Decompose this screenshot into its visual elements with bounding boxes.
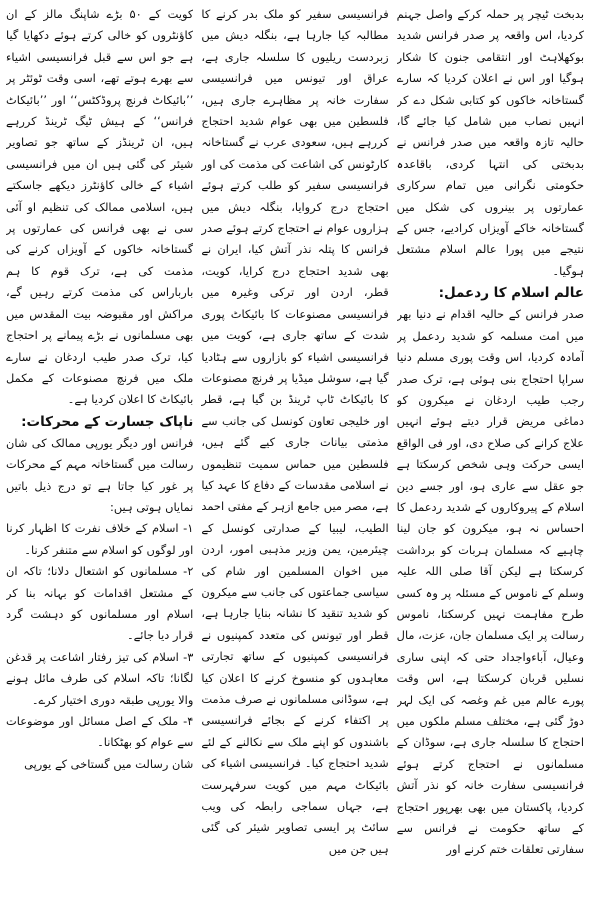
column-right (397, 4, 584, 916)
section-heading-reaction: عالم اسلام کا ردعمل: (438, 285, 584, 302)
section-heading-motives: ناپاک جسارت کے محرکات: (21, 413, 194, 430)
paragraph: شان رسالت میں گستاخی کے یورپی (24, 756, 194, 771)
list-item: ۱- اسلام کے خلاف نفرت کا اظہار کرنا اور لوگوں کو اسلام سے متنفر کرنا۔ (6, 521, 194, 557)
paragraph: صدر فرانس کے حالیہ اقدام نے دنیا بھر میں امت مسلمہ کو شدید ردعمل پر آمادہ کردیا، اس وقت پوری مسلم دنیا سراپا احتجاج بنی ہوئی ہے، ترک صدر رجب طیب اردغان نے میکرون کو دماغی مریض قرار دیتے ہوئے انہیں علاج کرانے کی صلاح دی، اور فی الواقع ایسی حرکت وہی شخص کرسکتا ہے جو عقل سے عاری ہو، اور جسے دین اسلام کے پیروکاروں کے شدید ردعمل کا احساس نہ ہو، میکرون کو جان لینا چاہیے کہ مسلمان ہربات کو برداشت کرسکتا ہے لیکن آقا صلی اللہ علیہ وسلم کے ناموس کے مسئلہ پر وہ کسی طرح مفاہمت نہیں کرسکتا، ناموس رسالت پر ایک مسلمان جان، عزت، مال وعیال، آباءواجداد حتی کہ اپنی ساری نسلیں قربان کرسکتا ہے، اس وقت پورے عالم میں غم وغصہ کی ایک لہر دوڑ گئی ہے، مختلف مسلم ملکوں میں احتجاج کا سلسلہ جاری ہے، سوڈان کے مسلمانوں نے احتجاج کرتے ہوئے فرانسیسی سفارت خانہ کو نذر آتش کردیا، پاکستان میں بھی بھرپور احتجاج کے ساتھ حکومت نے فرانس سے سفارتی تعلقات ختم کرنے اور (396, 307, 584, 857)
paragraph: فرانسیسی سفیر کو ملک بدر کرنے کا مطالبہ کیا جارہا ہے، بنگلہ دیش میں زبردست ریلیوں کا سلسلہ جاری ہے، عراق اور تیونس میں فرانسیسی سفارت خانہ پر مظاہرے جاری ہیں، فلسطین میں بھی عوام شدید احتجاج کررہے ہیں، سعودی عرب نے گستاخانہ کارٹونس کی اشاعت کی مذمت کی اور فرانسیسی سفیر کو طلب کرتے ہوئے احتجاج درج کروایا، بنگلہ دیش میں ہزاروں عوام نے احتجاج کرتے ہوئے صدر فرانس کا پتلہ نذر آتش کیا، ایران نے بھی شدید احتجاج درج کرایا، کویت، قطر، اردن اور ترکی وغیرہ میں فرانسیسی مصنوعات کا بائیکاٹ پوری شدت کے ساتھ جاری ہے، کویت میں فرانسیسی اشیاء کو بازاروں سے ہٹادیا گیا ہے، سوشل میڈیا پر فرنچ مصنوعات کا بائیکاٹ ٹاپ ٹرینڈ بن گیا ہے، قطر اور خلیجی تعاون کونسل کی جانب سے مذمتی بیانات جاری کیے گئے ہیں، فلسطین میں حماس سمیت تنظیموں نے اسلامی مقدسات کے دفاع کا عہد کیا ہے، مصر میں جامع ازہر کے مفتی احمد الطیب، لیبیا کے صدارتی کونسل کے چیئرمین، یمن وزیر مذہبی امور، اردن میں اخوان المسلمین اور شام کی سیاسی جماعتوں کی جانب سے میکرون کو شدید تنقید کا نشانہ بنایا جارہا ہے، قطر اور تیونس کی متعدد کمپنیوں نے فرانسیسی کمپنیوں کے ساتھ تجارتی معاہدوں کو منسوخ کرنے کا اعلان کیا ہے، سوڈانی مسلمانوں نے صرف مذمت پر اکتفاء کرنے کے بجائے فرانسیسی باشندوں کو اپنے ملک سے نکالنے کے لئے شدید احتجاج کیا۔ فرانسیسی اشیاء کی بائیکاٹ مہم میں کویت سرفہرست ہے، جہاں سماجی رابطہ کی ویب سائٹ پر ایسی تصاویر شیئر کی گئی ہیں جن میں (201, 7, 389, 856)
column-left (6, 4, 193, 916)
list-item: ۴- ملک کے اصل مسائل اور موضوعات سے عوام کو بھٹکانا۔ (6, 714, 194, 750)
paragraph: فرانس اور دیگر یورپی ممالک کی شان رسالت میں گستاخانہ مہم کے محرکات پر غور کیا جاتا ہے تو درج ذیل باتیں نمایاں ہوتی ہیں: (6, 435, 194, 514)
list-item: ۳- اسلام کی تیز رفتار اشاعت پر قدغن لگانا؛ تاکہ اسلام کی طرف مائل ہونے والا یورپی طبقہ دوری اختیار کرے۔ (6, 649, 194, 707)
paragraph: کویت کے ۵۰ بڑے شاپنگ مالز کے ان کاؤنٹروں کو خالی کرتے ہوئے دکھایا گیا ہے جو اس سے قبل فرانسیسی اشیاء سے بھرے ہوتے تھے، اسی وقت ٹوئٹر پر ’’بائیکاٹ فرنچ پروڈکٹس‘‘ اور ’’بائیکاٹ فرانس‘‘ کے ہیش ٹیگ ٹرینڈ کررہے ہیں، ان ٹرینڈز کے ساتھ جو تصاویر شیئر کی گئی ہیں ان میں فرانسیسی اشیاء کے خالی کاؤنٹرز دیکھے جاسکتے ہیں، اسلامی ممالک کی تنظیم او آئی سی نے بھی فرانس کی عمارتوں پر گستاخانہ خاکوں کے آویزاں کرنے کی مذمت کی ہے، ترک قوم کا ہم بارباراس کی مذمت کرتے رہیں گے، مراکش اور مقبوضہ بیت المقدس میں بھی مسلمانوں نے بڑے پیمانے پر احتجاج کیا، ترک صدر طیب اردغان نے سارے ملک میں فرنچ مصنوعات کے مکمل بائیکاٹ کا اعلان کردیا ہے۔ (6, 7, 194, 407)
column-middle (201, 4, 388, 916)
list-item: ۲- مسلمانوں کو اشتعال دلانا؛ تاکہ ان کے مشتعل اقدامات کو بہانہ بنا کر اسلام اور مسلمانوں کو دہشت گرد قرار دیا جائے۔ (6, 564, 194, 643)
paragraph: بدبخت ٹیچر پر حملہ کرکے واصل جہنم کردیا، اس واقعہ پر صدر فرانس شدید بوکھلاہٹ اور انتقامی جنون کا شکار ہوگیا اور اس نے اعلان کردیا کہ سارے گستاخانہ خاکوں کو کتابی شکل دے کر انہیں نصاب میں شامل کیا جائے گا، حالیہ تازہ واقعہ میں صدر فرانس نے بدبختی کی انتہا کردی، باقاعدہ حکومتی نگرانی میں تمام سرکاری عمارتوں پر بینروں کی شکل میں گستاخانہ خاکے آویزاں کرادیے، جس کے نتیجے میں پورا عالم اسلام مشتعل ہوگیا۔ (396, 7, 584, 278)
